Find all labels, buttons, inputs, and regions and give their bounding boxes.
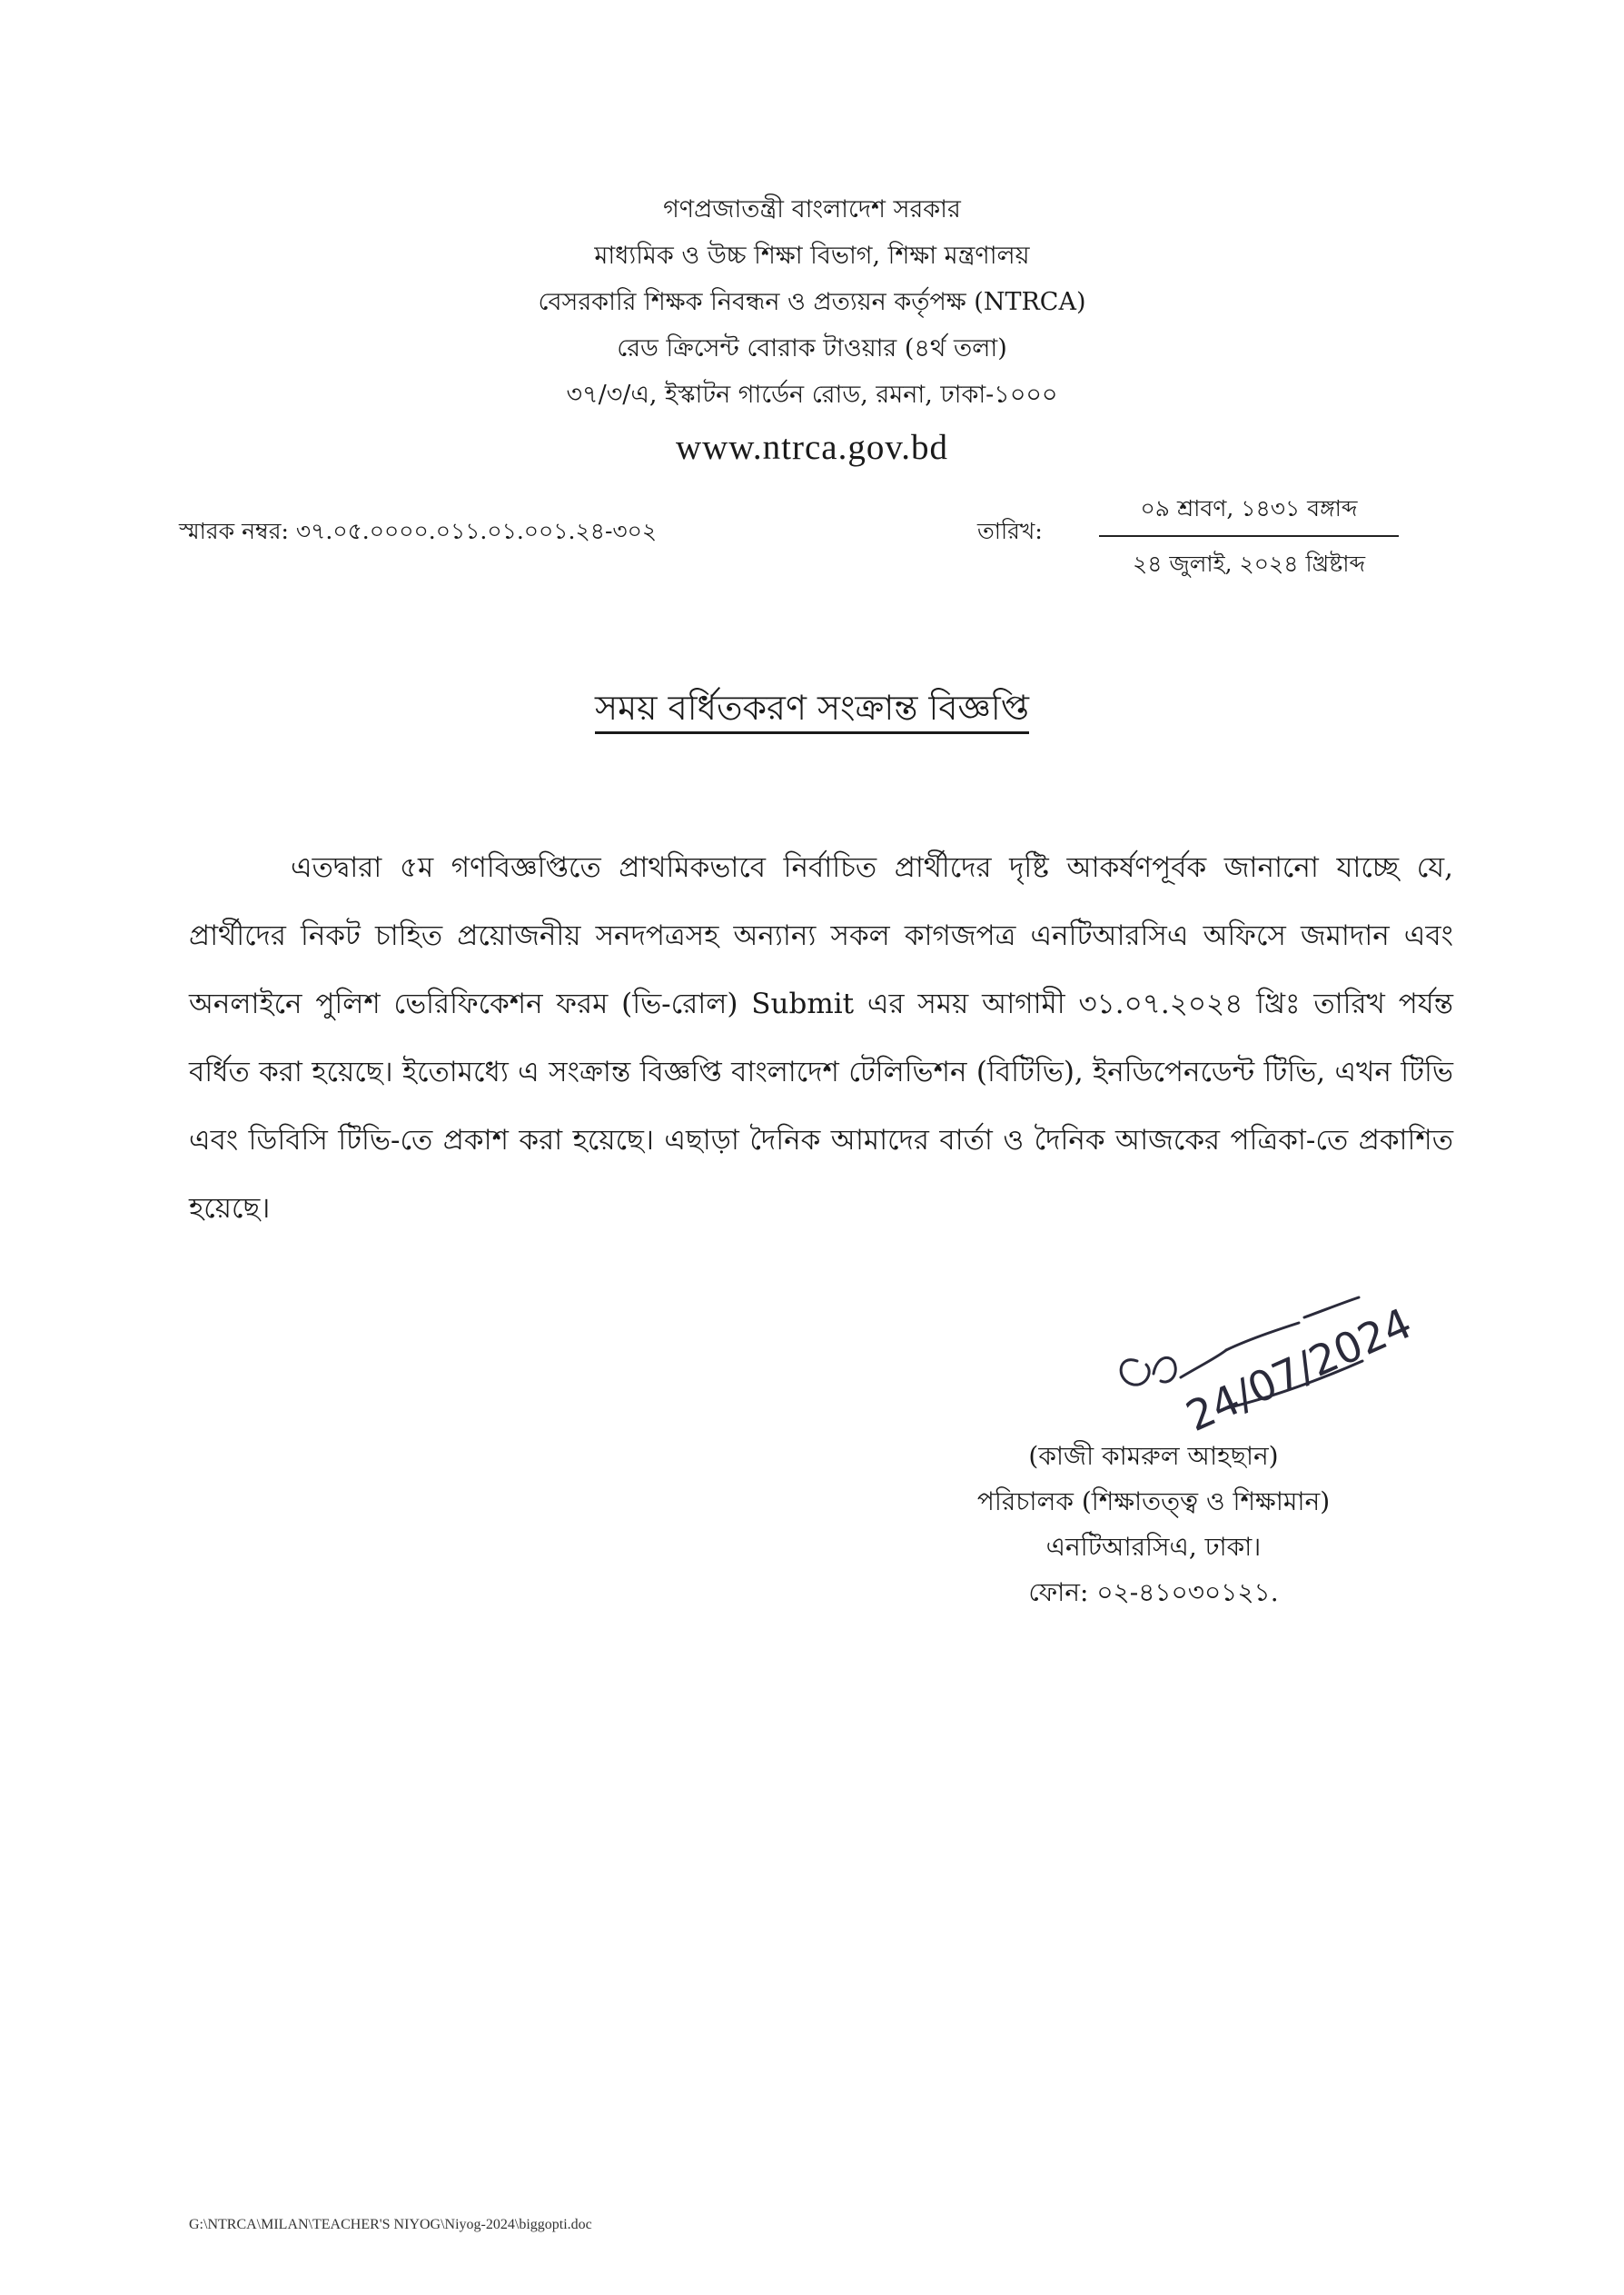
- building-address: রেড ক্রিসেন্ট বোরাক টাওয়ার (৪র্থ তলা): [617, 334, 1007, 363]
- date-block: [1099, 491, 1399, 585]
- date-gregorian: ২৪ জুলাই, ২০২৪ খ্রিষ্টাব্দ: [1132, 551, 1366, 577]
- handwritten-signature: [1090, 1290, 1420, 1442]
- notice-title-text: সময় বর্ধিতকরণ সংক্রান্ত বিজ্ঞপ্তি: [595, 688, 1029, 734]
- government-name: গণপ্রজাতন্ত্রী বাংলাদেশ সরকার: [663, 195, 961, 224]
- ministry-name: মাধ্যমিক ও উচ্চ শিক্ষা বিভাগ, শিক্ষা মন্ত্রণালয়: [594, 242, 1030, 270]
- notice-title: [0, 681, 1624, 740]
- letterhead: [0, 186, 1624, 474]
- signatory-phone: ফোন: ০২-৪১০৩০১২১.: [1028, 1577, 1279, 1607]
- date-bangla: ০৯ শ্রাবণ, ১৪৩১ বঙ্গাব্দ: [1099, 491, 1399, 537]
- signatory-block: [917, 1434, 1390, 1615]
- memo-number: স্মারক নম্বর: ৩৭.০৫.০০০০.০১১.০১.০০১.২৪-৩০২: [179, 518, 658, 544]
- street-address: ৩৭/৩/এ, ইস্কাটন গার্ডেন রোড, রমনা, ঢাকা-১০০০: [566, 381, 1058, 409]
- signatory-office: এনটিআরসিএ, ঢাকা।: [1045, 1532, 1262, 1562]
- authority-name: বেসরকারি শিক্ষক নিবন্ধন ও প্রত্যয়ন কর্তৃপক্ষ (NTRCA): [538, 288, 1086, 316]
- date-label: তারিখ:: [977, 518, 1043, 544]
- svg-text:24/07/2024: 24/07/2024: [1178, 1297, 1420, 1442]
- notice-body: এতদ্বারা ৫ম গণবিজ্ঞপ্তিতে প্রাথমিকভাবে নির্বাচিত প্রার্থীদের দৃষ্টি আকর্ষণপূর্বক জানানো যাচ্ছে যে, প্রার্থীদের নিকট চাহিত প্রয়োজনীয় সনদপত্রসহ অন্যান্য সকল কাগজপত্র এনটিআরসিএ অফিসে জমাদান এবং অনলাইনে পুলিশ ভেরিফিকেশন ফরম (ভি-রোল) Submit এর সময় আগামী ৩১.০৭.২০২৪ খ্রিঃ তারিখ পর্যন্ত বর্ধিত করা হয়েছে। ইতোমধ্যে এ সংক্রান্ত বিজ্ঞপ্তি বাংলাদেশ টেলিভিশন (বিটিভি), ইনডিপেনডেন্ট টিভি, এখন টিভি এবং ডিবিসি টিভি-তে প্রকাশ করা হয়েছে। এছাড়া দৈনিক আমাদের বার্তা ও দৈনিক আজকের পত্রিকা-তে প্রকাশিত হয়েছে।: [189, 851, 1453, 1225]
- signatory-name: (কাজী কামরুল আহছান): [1028, 1441, 1279, 1471]
- website-url: www.ntrca.gov.bd: [675, 428, 949, 467]
- file-path-footer: G:\NTRCA\MILAN\TEACHER'S NIYOG\Niyog-2024\biggopti.doc: [189, 2217, 592, 2232]
- signatory-designation: পরিচালক (শিক্ষাতত্ত্ব ও শিক্ষামান): [976, 1486, 1331, 1516]
